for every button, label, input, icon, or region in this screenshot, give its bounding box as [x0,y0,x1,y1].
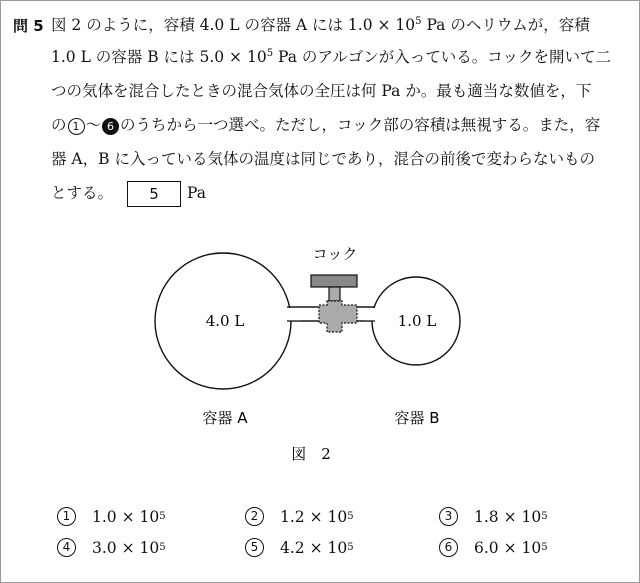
line2-exponent: 5 [266,48,274,59]
cock-handle-bar [311,275,357,287]
choice-2[interactable]: 2 1.2 × 10 5 [245,507,354,526]
choice-3-number: 3 [439,507,458,526]
choice-4-value: 3.0 × 10 [92,538,160,557]
line2-text-a: 1.0 L の容器 B には 5.0 × 10 [51,48,267,66]
line6-pre: とする。 [51,184,114,202]
line4-range-mark: 〜 [85,116,102,134]
choice-5[interactable]: 5 4.2 × 10 5 [245,538,354,557]
circled-number-1: 1 [68,118,85,135]
line2-text-b: Pa のアルゴンが入っている。コックを開いて二 [273,48,611,66]
question-line-5: 器 A，B に入っている気体の温度は同じであり，混合の前後で変わらないもの [51,150,595,168]
figure-2-diagram [1,233,639,503]
choice-4[interactable]: 4 3.0 × 10 5 [57,538,166,557]
question-line-1 [51,15,590,35]
choice-1-value: 1.0 × 10 [92,507,160,526]
choice-2-value: 1.2 × 10 [280,507,348,526]
stopcock[interactable] [311,275,357,332]
choice-6-number: 6 [439,538,458,557]
question-label: 問 5 [13,17,44,35]
choice-3-value: 1.8 × 10 [474,507,542,526]
choice-6-value: 6.0 × 10 [474,538,542,557]
vessel-a-label: 容器 A [202,409,248,427]
choice-6[interactable]: 6 6.0 × 10 5 [439,538,548,557]
question-line-4 [51,115,600,135]
choice-1-number: 1 [57,507,76,526]
question-line-2 [51,47,611,67]
question-line-3: つの気体を混合したときの混合気体の全圧は何 Pa か。最も適当な数値を，下 [51,82,592,100]
line1-text-b: Pa のヘリウムが，容積 [421,16,590,34]
line1-exponent: 5 [415,16,422,27]
figure-caption: 図 2 [291,445,331,463]
choice-1[interactable]: 1 1.0 × 10 5 [57,507,166,526]
vessel-b-label: 容器 B [394,409,440,427]
cock-stem [329,287,340,301]
choice-2-number: 2 [245,507,264,526]
cock-label: コック [312,245,358,263]
choice-5-value: 4.2 × 10 [280,538,348,557]
line1-text-a: 図 2 のように，容積 4.0 L の容器 A には 1.0 × 10 [51,16,416,34]
answer-box[interactable]: 5 [127,181,181,207]
cock-body [319,301,357,332]
line4-post: のうちから一つ選べ。ただし，コック部の容積は無視する。また，容 [120,116,601,134]
answer-unit: Pa [187,184,206,202]
vessel-b-volume: 1.0 L [397,312,437,330]
choice-4-number: 4 [57,538,76,557]
vessel-a-volume: 4.0 L [205,312,245,330]
question-line-6 [51,181,206,207]
line4-pre: の [51,116,67,134]
choice-5-number: 5 [245,538,264,557]
circled-number-6: 6 [102,118,119,135]
choice-3[interactable]: 3 1.8 × 10 5 [439,507,548,526]
